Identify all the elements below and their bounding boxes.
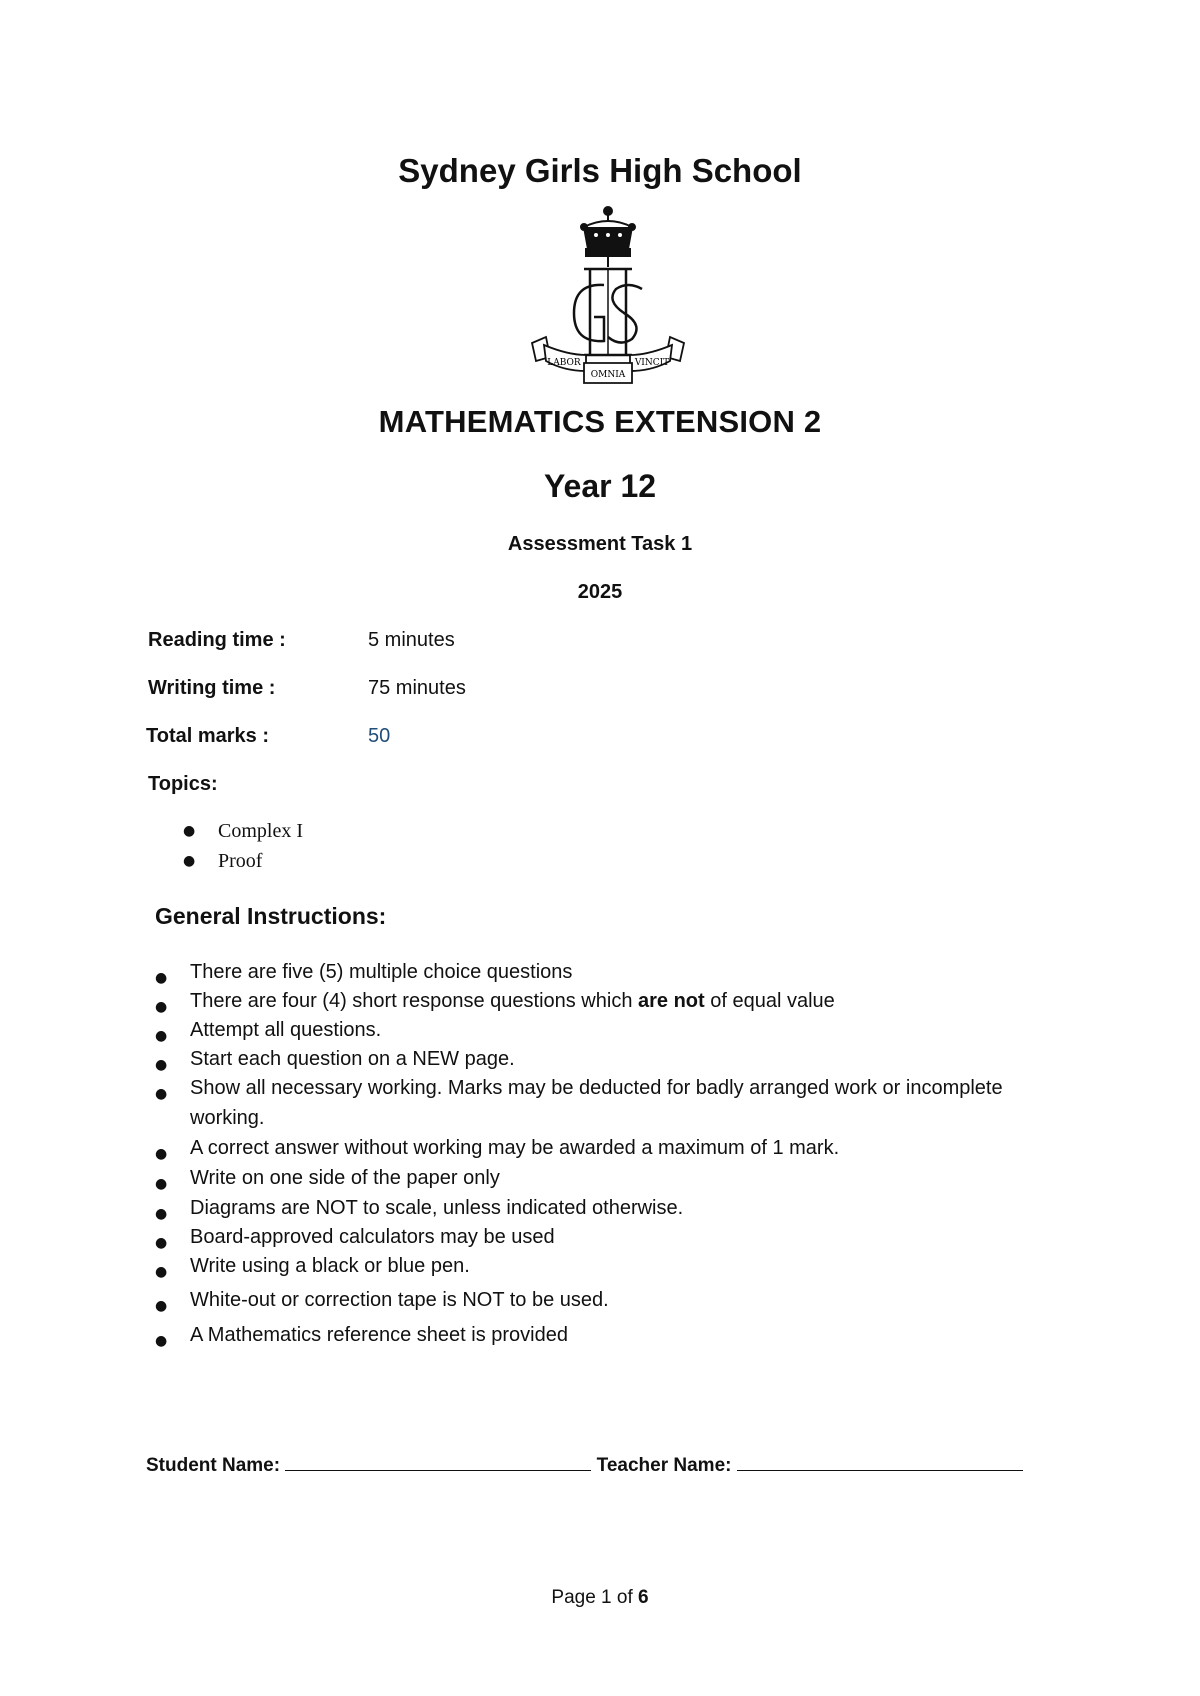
school-crest-logo [528, 205, 688, 401]
task-year: 2025 [577, 581, 623, 603]
total-marks-label: Total marks : [146, 725, 269, 747]
school-name: Sydney Girls High School [398, 152, 802, 189]
teacher-name-label: Teacher Name: [596, 1455, 732, 1476]
bullet-icon: ● [155, 1146, 168, 1162]
instruction-item: ● Diagrams are NOT to scale, unless indicated otherwise. [155, 1193, 1055, 1223]
bullet-icon: ● [155, 1298, 168, 1314]
monogram-icon [574, 269, 642, 355]
instruction-item: ● Write on one side of the paper only [155, 1163, 1055, 1193]
topics-label: Topics: [148, 773, 218, 795]
instruction-item: ● A correct answer without working may be awarded a maximum of 1 mark. [155, 1133, 1055, 1163]
bullet-icon: ● [155, 1086, 168, 1102]
bullet-icon: ● [155, 1206, 168, 1222]
year-level: Year 12 [543, 468, 657, 504]
instruction-item: ● Write using a black or blue pen. [155, 1251, 1055, 1281]
page-number: Page 1 of 6 [551, 1587, 649, 1608]
bullet-icon: ● [155, 999, 168, 1015]
bullet-icon: ● [155, 1176, 168, 1192]
assessment-task: Assessment Task 1 [507, 533, 693, 555]
instruction-item: ● Attempt all questions. [155, 1015, 1055, 1045]
bullet-icon: ● [155, 1057, 168, 1073]
reading-time-label: Reading time : [148, 629, 286, 651]
instruction-item: ● A Mathematics reference sheet is provided [155, 1320, 1055, 1350]
student-name-label: Student Name: [146, 1455, 281, 1476]
general-instructions-title: General Instructions: [155, 903, 387, 929]
instruction-item: ● Board-approved calculators may be used [155, 1222, 1055, 1252]
bullet-icon: ● [155, 1264, 168, 1280]
bullet-icon: ● [155, 1235, 168, 1251]
bullet-icon: ● [183, 823, 196, 839]
instruction-item: ● White-out or correction tape is NOT to be used. [155, 1285, 1055, 1315]
instruction-item: ● Show all necessary working. Marks may be deducted for badly arranged work or incomplete working. [155, 1077, 1003, 1129]
student-name-field[interactable] [285, 1452, 591, 1471]
instruction-item: ● Start each question on a NEW page. [155, 1044, 1055, 1074]
motto-left: LABOR [547, 358, 581, 368]
teacher-name-field[interactable] [737, 1452, 1023, 1471]
total-marks-value: 50 [368, 725, 391, 747]
signature-row [146, 1452, 1023, 1477]
bullet-icon: ● [183, 853, 196, 869]
bullet-icon: ● [155, 1333, 168, 1349]
motto-center: OMNIA [590, 370, 626, 380]
instruction-item: ● There are five (5) multiple choice questions [155, 957, 1055, 987]
emphasis-text: are not [638, 990, 705, 1012]
writing-time-label: Writing time : [148, 677, 276, 699]
bullet-icon: ● [155, 1028, 168, 1044]
crown-icon [581, 207, 635, 267]
writing-time-value: 75 minutes [368, 677, 466, 699]
motto-right: VINCIT [634, 358, 670, 368]
reading-time-value: 5 minutes [368, 629, 455, 651]
bullet-icon: ● [155, 970, 168, 986]
instruction-item: ● There are four (4) short response questions which are not of equal value [155, 986, 1055, 1016]
subject-title: MATHEMATICS EXTENSION 2 [378, 404, 822, 439]
